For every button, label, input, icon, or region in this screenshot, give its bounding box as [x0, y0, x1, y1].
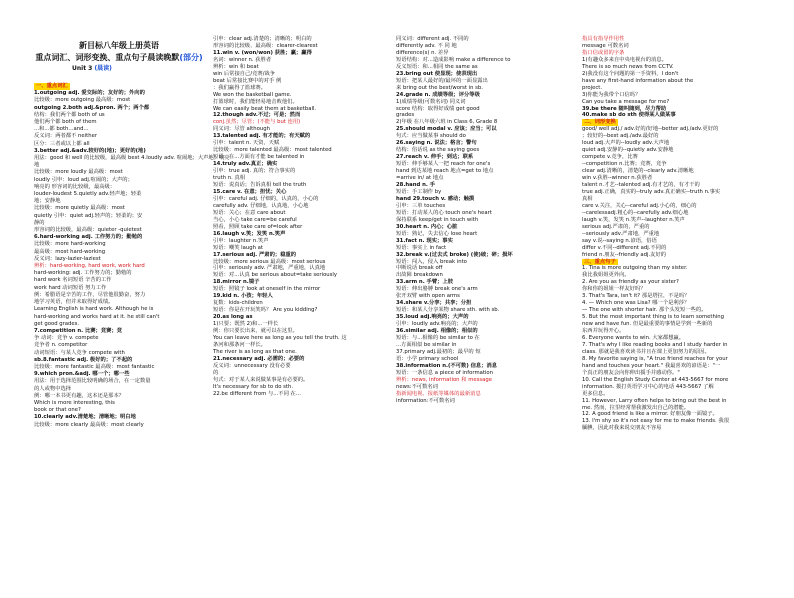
text-line: 名词：winner n. 获胜者	[213, 56, 272, 63]
column-4	[582, 36, 762, 598]
unit-label: Unit 3	[72, 65, 93, 72]
text-line: 39.be there 随叫随到，尽力帮助	[582, 105, 667, 112]
text-line: 短语结构：对...造成影响 make a difference to	[396, 56, 511, 63]
text-line: 17.serious adj. 严肃的；稳重的	[213, 251, 297, 258]
text-line: 引申：loudly adv.响亮的；大声的	[396, 321, 478, 328]
text-line: 25.should modal v. 应该；应当；可以	[396, 126, 497, 133]
text-line: class. 那就是我喜欢读书并且在课上更加努力的原因。	[582, 348, 710, 355]
text-line: 短语：和某人分享某物 share sth. with sb.	[396, 307, 500, 314]
text-line: ...和...都 both...and...	[34, 126, 89, 133]
text-line: 15.care v. 在意；担忧；关心	[213, 188, 287, 195]
text-line: 我比我姐姐更外向。	[582, 272, 630, 279]
text-line: 引申：laughter n.笑声	[213, 237, 269, 244]
text-line: The river is as long as that one.	[213, 348, 297, 355]
text-line: 地	[34, 162, 40, 169]
text-line: 13.talented adj. 有才能的；有天赋的	[213, 133, 311, 140]
text-line: 11.win v. (won/won) 获胜；赢；赢得	[213, 49, 312, 56]
text-line: clear adj.清晰的，清楚的--clearly adv.清晰地	[582, 168, 694, 175]
text-line: 比较级：more outgoing 最高级：most	[34, 97, 131, 104]
text-line: 短语：打动某人的心 touch one's heart	[396, 209, 492, 216]
text-line: 2)我没有这个问题的第一手资料，I don't	[582, 70, 679, 77]
text-line: hard work 名词短语 辛苦的工作	[34, 277, 112, 284]
text-line: 个真正的朋友会向你伸出援手并感动你。"	[582, 369, 680, 376]
text-line: 结构：俗话说 as the saying goes	[396, 147, 480, 154]
text-line: 3.better adj.&adv.较好的(地)；更好的(地)	[34, 147, 146, 154]
text-line: 短语：你是在开玩笑吗？ Are you kidding?	[213, 307, 318, 314]
text-line: It's necessary for sb to do sth.	[213, 383, 294, 390]
text-line: 1)成绩等级(可数名词) 同义词	[396, 98, 466, 105]
text-line: 引申：clear adj.清楚的；清晰的；明白的	[213, 36, 312, 42]
text-line: 10. Call the English Study Center at 443-5667 for more	[582, 376, 729, 383]
text-line: 争 动词：竞争 v. compete	[34, 335, 99, 342]
text-line: 更多信息。	[582, 390, 609, 397]
text-line: 比较级：more hard-working	[34, 241, 106, 248]
text-line: 引申：careful adj. 仔细的，认真的，小心的	[213, 195, 319, 202]
text-line: news:不可数名词	[396, 383, 438, 390]
text-line: care v.关注，关心--careful adj.小心的，细心的	[582, 202, 697, 209]
text-line: 6. Everyone wants to win. 大家都想赢。	[582, 334, 685, 341]
text-line: score 结构：取得好成绩 get good	[396, 105, 480, 112]
text-line: 形容词的比较级、最高级：clearer-clearest	[213, 42, 318, 49]
text-line: ...方面相似 be similar in	[396, 341, 457, 348]
text-line: 4. — Which one was Lisa? 哪一个是利莎？	[582, 300, 690, 307]
text-line: — The one with shorter hair. 那个头发短一些的。	[582, 307, 707, 314]
column-3	[396, 36, 571, 598]
text-line: 地；安静地	[34, 198, 61, 205]
text-line: 31.fact n. 现实；事实	[396, 237, 453, 244]
text-line: 短语：嘲笑 laugh at	[213, 244, 263, 251]
text-line: differently adv. 不 同 地	[396, 42, 457, 49]
text-line: 出故障 breakdown	[396, 272, 443, 279]
text-line: louder-loudest 5.quietly adv.轻声地；轻柔	[34, 191, 142, 198]
text-line: 短语：闯入，侵入 break into	[396, 258, 467, 265]
text-line: talent n.才艺--talented adj.有才艺的，有才干的	[582, 182, 700, 189]
text-line: --competition n.比赛；竞赛，竞争	[582, 161, 667, 168]
text-line: 引申：talent n. 天资，天赋	[213, 140, 280, 147]
text-line: 24.grade n. 成绩等级；评分等级	[396, 91, 480, 98]
text-line: 32.break v.(过去式 broke) (使)破；碎；损坏	[396, 251, 513, 258]
unit-heading	[34, 64, 204, 73]
section-heading-row	[582, 259, 762, 266]
text-line: work hard 动词短语 努力工作	[34, 284, 107, 291]
text-line: 最高级：most hard-working	[34, 248, 106, 255]
text-line: 6.hard-working adj. 工作努力的；勤勉的	[34, 234, 143, 241]
text-line: new and have fun. 但是最重要的事情是学到一些新的	[582, 321, 713, 328]
text-line: 形容词的比较级，最高级：quieter -quietest	[34, 227, 142, 234]
text-line: 真相	[582, 195, 593, 202]
text-line: 动词短语：与某人竞争 compete with	[34, 349, 125, 356]
text-line: 27.reach v. 伸手；到达；联系	[396, 154, 474, 161]
text-line: 区分：三者或以上都 all	[34, 140, 90, 147]
document-title: 新目标八年级上册英语	[79, 41, 159, 50]
text-line: 反义词：两者都不 neither	[34, 133, 98, 140]
text-line: 用法：good 和 well 的比较级，最高级 best 4.loudly adv. 喧闹地；大声地；响亮	[34, 155, 230, 162]
text-line: 比较级：more loudly 最高级：most	[34, 169, 123, 176]
column-2	[213, 36, 385, 598]
text-line: Learning English is hard work. Although he is	[34, 306, 154, 313]
text-line: 他们两个都 both of them	[34, 119, 97, 126]
text-line: 3. That's Tara, isn't it? 那是塔拉，不是吗？	[582, 293, 690, 300]
text-line: hard-working and works hard at it. he still can't	[34, 313, 160, 320]
text-line: 腼腆，因此对我来说交朋友不容易	[582, 425, 662, 432]
text-line: 36.similar adj. 相像的；相似的	[396, 328, 478, 335]
text-line: 引申：true adj. 真的；符合事实的	[213, 168, 296, 175]
text-line: --carelessadj.粗心的--carefully adv.细心地	[582, 209, 689, 216]
text-line: hand 到达某地 reach 地点=get to 地点	[396, 168, 494, 175]
subtitle-paren: (部分)	[179, 53, 203, 62]
text-line: 例：哪一本书更有趣，这本还是那本？	[34, 392, 125, 399]
text-line: get good grades.	[34, 320, 80, 327]
text-line: win 后常接自己/竞赛/战争	[213, 70, 276, 77]
text-line: 指口信或留的字条	[582, 49, 625, 56]
text-line: 19.kid n. 小孩；年轻人	[213, 293, 273, 300]
text-line: 35.loud adj.响亮的；大声的	[396, 314, 469, 321]
text-line: 12. A good friend is like a mirror. 好朋友像一面镜子。	[582, 411, 718, 418]
text-line: beat 后常接比赛中的对手 例	[213, 77, 282, 84]
text-line: 22.be different from 与...不同 在...	[213, 390, 301, 397]
text-line: 比较级：more serious 最高级：most serious	[213, 258, 326, 265]
text-line: 句式：应当做某事 should do	[396, 133, 466, 140]
text-line: 句式：对于某人来说做某事是有必要的。	[213, 376, 309, 383]
text-line: 照看，照顾 take care of=look after	[213, 223, 303, 230]
text-line: 复数：kids-children	[213, 300, 263, 307]
text-line: 短语：熟记，失去信心 lose heart	[396, 230, 478, 237]
text-line: 10.clearly adv.清楚地；清晰地；明白地	[34, 414, 136, 421]
text-line: 引申：三单 touches	[396, 202, 446, 209]
text-line: 20.as long as	[213, 314, 253, 321]
text-line: 8. My favorite saying is, "A true friend reaches for your	[582, 355, 728, 362]
text-line: =arrive in/ at 地点	[396, 175, 444, 182]
text-line: 你和你的姐姐一样友好吗？	[582, 286, 646, 293]
text-line: 7. That's why I like reading books and I study harder in	[582, 341, 728, 348]
text-line: message 可数名词	[582, 42, 629, 49]
text-line: ：我们赢得了篮球赛。	[213, 84, 266, 91]
text-line: 短语：关心；在意 care about	[213, 209, 286, 216]
text-line: 的	[213, 369, 219, 376]
text-line: 2)年级 在八年级六班 in Class 6, Grade 8	[396, 119, 498, 126]
text-line: 34.share v.分享；共享；分担	[396, 300, 472, 307]
text-line: 短语：手工制作 by	[396, 188, 442, 195]
title-block	[34, 40, 204, 73]
text-line: 比较级：more fantastic 最高级：most fantastic	[34, 363, 155, 370]
text-line: 短语：把某人最好的/最坏的一面显露出	[396, 77, 488, 84]
text-line: 短语：一条信息 a piece of information	[396, 369, 493, 376]
text-line: 9.which pron.&adj. 哪一个；哪一些	[34, 371, 130, 378]
text-line: project.	[582, 84, 603, 91]
text-line: 1)有趣众多来自中央电视台的消息。	[582, 56, 667, 63]
text-line: 短语：对...认真 be serious about=take seriously	[213, 272, 338, 279]
text-line: conj.虽然；尽管；(不能与 but 连用)	[213, 119, 301, 126]
text-line: book or that one?	[34, 407, 81, 414]
text-line: say v.说--saying n.谚语，俗语	[582, 237, 657, 244]
text-line: 中断说话 break off	[396, 265, 443, 272]
text-line: sb.8.fantastic adj. 极好的；了不起的	[34, 356, 133, 363]
text-line: 静的	[34, 219, 45, 226]
text-line: hard-working: adj. 工作努力的；勤勉的	[34, 270, 132, 277]
subtitle-text: 重点词汇、词形变换、重点句子晨读晚默	[35, 53, 180, 62]
section-heading: 二、词形变换	[584, 119, 616, 126]
text-line: 23.bring out 使显现；使表现出	[396, 70, 478, 77]
text-line: information. 拨打英语学习中心的电话 443-5667 了解	[582, 383, 714, 390]
text-line: 16.laugh v.笑；发笑 n.笑声	[213, 230, 286, 237]
text-line: 短语：事实上 in fact	[396, 244, 447, 251]
text-line: ；较好的--best adj./adv.最好的	[582, 133, 659, 140]
text-line: 比较级：more clearly 最高级：most clearly	[34, 421, 144, 428]
text-line: truth n. 真相	[213, 175, 246, 182]
text-line: true adj.正确，真实的--truly adv.真正确实--truth n.事实	[582, 188, 721, 195]
text-line: 同义词：尽管 although	[213, 126, 270, 133]
text-line: 用法：用于选择范围比较明确的场合，在一定数量	[34, 378, 151, 385]
text-line: 例：你只要长出来，就可以在这里。	[213, 328, 298, 335]
text-line: 打篮球时，我们能轻易地击败他们。	[213, 98, 298, 105]
text-line: compete v.竞争，比赛	[582, 154, 638, 161]
text-line: 1)只要；既然 2)和...一样长	[213, 321, 279, 328]
text-line: There is so much news from CCTV.	[582, 63, 674, 70]
section-heading: 三、重点句子	[584, 258, 616, 265]
text-line: 张开双臂 with open arms	[396, 293, 460, 300]
text-line: 例：希腊语是辛苦的工作，尽管他很勤奋，努力	[34, 291, 146, 298]
text-line: 辨析：news, information 和 message	[396, 376, 493, 383]
text-line: 东西并玩得开心。	[582, 328, 625, 335]
text-line: 地学习英语，但并未取得好成绩。	[34, 299, 114, 306]
text-line: carefully adv. 仔细地，认真地，小心地	[213, 202, 309, 209]
text-line: 14.truly adv.真正；确实	[213, 161, 278, 168]
text-line: 短语：与...相像的 be similar to 在	[396, 334, 480, 341]
text-line: 语：小学 primary school	[396, 355, 459, 362]
text-line: information:不可数名词	[396, 397, 455, 404]
text-line: serious adj.严肃的，严重的	[582, 223, 650, 230]
text-line: 28.hand n. 手	[396, 182, 436, 189]
text-line: 短语：说真话；告诉真相 tell the truth	[213, 182, 307, 189]
text-line: 结构：我们两个都 both of us	[34, 111, 105, 118]
text-line: 条河和那条河一样长。	[213, 341, 266, 348]
text-line: me. 然而，拉里经常帮我激发出自己的潜能。	[582, 404, 690, 411]
text-line: differ v.不同--different adj.不同的	[582, 244, 667, 251]
text-line: 33.arm n. 手臂；上肢	[396, 279, 454, 286]
text-line: 2. Are you as friendly as your sister?	[582, 279, 679, 286]
text-line: 37.primary adj.最初的；最早的 短	[396, 348, 481, 355]
text-line: 反义词：unnecessary 没有必要	[213, 362, 291, 369]
text-line: hand 29.touch v. 感动；触摸	[396, 195, 475, 202]
section-heading: 一、重点词汇	[36, 83, 68, 89]
document-subtitle	[34, 52, 204, 64]
text-line: 反义短语：和...相同 the same as	[396, 63, 478, 70]
text-line: 指新闻电视、报纸等媒体的最新消息	[396, 390, 481, 397]
text-line: 12.though adv.不过；可是；然而	[213, 112, 301, 119]
text-line: 11. However, Larry often helps to bring out the best in	[582, 397, 727, 404]
text-line: 竞争者 n. competitor	[34, 342, 88, 349]
text-line: 短语：照镜子 look at oneself in the mirror	[213, 286, 321, 293]
text-line: You can leave here as long as you tell the truth. 这	[213, 334, 347, 341]
text-line: 保持联系 keep/get in touch with	[396, 216, 479, 223]
text-line: outgoing 2.both adj.&pron. 两个；两个都	[34, 104, 150, 111]
text-line: 比较级：more quietly 最高级：most	[34, 205, 125, 212]
text-line: good/ well adj./ adv.好的/好地--better adj./adv.更好的	[582, 126, 719, 133]
text-line: 的人或物中选择	[34, 385, 72, 392]
text-line: 21.necessary adj. 必需的；必要的	[213, 355, 305, 362]
text-line: hand and touches your heart." 我最喜欢的谚语是："一	[582, 362, 721, 369]
text-line: 反义词：lazy-lazier-laziest	[34, 255, 101, 262]
unit-tag: (晨读)	[94, 65, 112, 72]
text-line: 3)你能为我带个口信吗？	[582, 91, 641, 98]
text-line: --seriously adv.严肃地，严重地	[582, 230, 660, 237]
text-line: 5. But the most important thing is to learn something	[582, 314, 725, 321]
text-line: 1. Tina is more outgoing than my sister.	[582, 265, 688, 272]
text-line: We can easily beat them at basketball.	[213, 105, 317, 112]
text-line: 13. I'm shy so it's not easy for me to make friends. 我很	[582, 418, 729, 425]
text-line: 26.saying n. 说法；格言；警句	[396, 140, 477, 147]
text-line: friend n.朋友--friendly adj.友好的	[582, 251, 667, 258]
text-line: 短语：伸出胳膊 break one's arm	[396, 286, 478, 293]
text-line: 40.make sb do sth 使得某人做某事	[582, 112, 676, 119]
text-line: 指具有指导作用性	[582, 36, 625, 42]
text-line: 短语：伸手够某人一把 reach for one's	[396, 161, 491, 168]
text-line: grades	[396, 112, 415, 119]
text-line: 辨析：hard-working, hard work, work hard	[34, 263, 145, 270]
text-line: quiet adj.安静的--quietly adv.安静地	[582, 147, 674, 154]
text-line: We won the basketball game.	[213, 91, 292, 98]
text-line: loudly 引申：loud adj.喧闹的；大声的；	[34, 176, 133, 183]
text-line: laugh v.笑，发笑 n.笑声--laughter n.笑声	[582, 216, 685, 223]
text-line: 30.heart n. 内心；心脏	[396, 223, 458, 230]
text-line: 18.mirror n.镜子	[213, 279, 260, 286]
text-line: Can you take a message for me?	[582, 98, 670, 105]
text-line: 同义词：different adj. 不同的	[396, 36, 469, 42]
text-line: 引申：seriously adv. 严肃地，严重地，认真地	[213, 265, 326, 272]
text-line: have any first-hand information about the	[582, 77, 694, 84]
text-line: difference(s) n. 差异	[396, 49, 449, 56]
text-line: 1.outgoing adj. 爱交际的；友好的；外向的	[34, 90, 145, 97]
text-line: loud adj.大声的--loudly adv.大声地	[582, 140, 670, 147]
text-line: Which is more interesting, this	[34, 399, 115, 406]
text-line: 辨析：win 和 beat	[213, 63, 259, 70]
text-line: 当心，小心 take care=be careful	[213, 216, 297, 223]
text-line: 响亮的 形容词的比较级，最高级：	[34, 183, 116, 190]
text-line: quietly 引申：quiet adj.轻声的；轻柔的；安	[34, 212, 143, 219]
text-line: 38.information n.(不可数) 信息；消息	[396, 362, 498, 369]
text-line: 来 bring out the best/worst in sb.	[396, 84, 483, 91]
text-line: win v.获胜--winner n.获胜者	[582, 175, 653, 182]
text-line: 7.competition n. 比赛；竞赛；竞	[34, 327, 123, 334]
text-line: 比较级：more talented 最高级：most talented	[213, 147, 332, 154]
text-line: 短语：在...方面有才能 be talented in	[213, 154, 305, 161]
